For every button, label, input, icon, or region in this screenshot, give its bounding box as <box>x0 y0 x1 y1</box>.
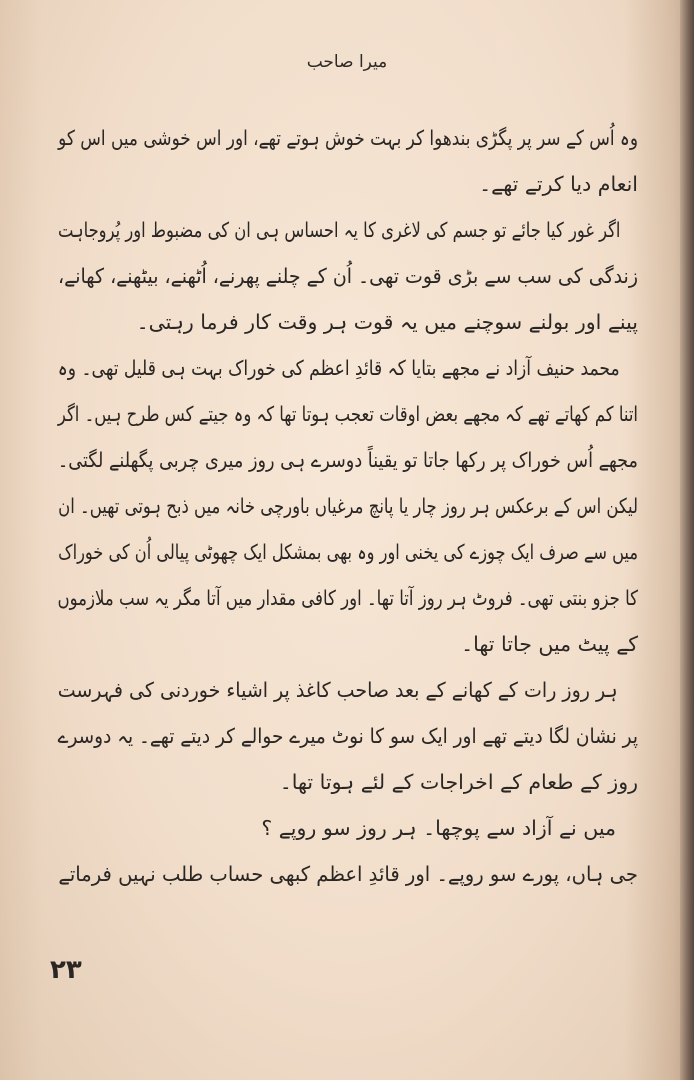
book-spine-shadow <box>680 0 694 1080</box>
text-line-11: کا جزو بنتی تھی۔ فروٹ ہر روز آتا تھا۔ اور کافی مقدار میں آتا مگر یہ سب ملازموں <box>57 586 639 610</box>
running-header: میرا صاحب <box>306 52 388 72</box>
text-line-10: میں سے صرف ایک چوزے کی یخنی اور وہ بھی بمشکل ایک چھوٹی پیالی اُن کی خوراک <box>58 540 638 564</box>
page-number: ۲۳ <box>50 955 82 985</box>
text-line-1: وہ اُس کے سر پر پگڑی بندھوا کر بہت خوش ہوتے تھے، اور اس خوشی میں اس کو <box>58 126 638 150</box>
text-line-9: لیکن اس کے برعکس ہر روز چار یا پانچ مرغیاں باورچی خانہ میں ذبح ہوتی تھیں۔ ان <box>58 494 638 518</box>
text-line-7: اتنا کم کھاتے تھے کہ مجھے بعض اوقات تعجب ہوتا تھا کہ وہ جیتے کس طرح ہیں۔ اگر <box>57 402 639 426</box>
text-line-4: زندگی کی سب سے بڑی قوت تھی۔ اُن کے چلنے پھرنے، اُٹھنے، بیٹھنے، کھانے، <box>57 264 639 288</box>
text-line-8: مجھے اُس خوراک پر رکھا جاتا تو یقیناً دوسرے ہی روز میری چربی پگھلنے لگتی۔ <box>57 448 638 472</box>
text-line-16: میں نے آزاد سے پوچھا۔ ہر روز سو روپے ؟ <box>261 816 616 840</box>
text-line-13: ہر روز رات کے کھانے کے بعد صاحب کاغذ پر اشیاء خوردنی کی فہرست <box>57 678 618 702</box>
text-line-6: محمد حنیف آزاد نے مجھے بتایا کہ قائدِ اعظم کی خوراک بہت ہی قلیل تھی۔ وہ <box>57 356 620 380</box>
text-line-14: پر نشان لگا دیتے تھے اور ایک سو کا نوٹ میرے حوالے کر دیتے تھے۔ یہ دوسرے <box>57 724 639 748</box>
text-line-5: پینے اور بولنے سوچنے میں یہ قوت ہر وقت کار فرما رہتی۔ <box>136 310 638 334</box>
text-line-17: جی ہاں، پورے سو روپے۔ اور قائدِ اعظم کبھی حساب طلب نہیں فرماتے <box>58 862 638 886</box>
text-line-12: کے پیٹ میں جاتا تھا۔ <box>461 632 638 656</box>
text-line-2: انعام دیا کرتے تھے۔ <box>479 172 638 196</box>
text-line-15: روز کے طعام کے اخراجات کے لئے ہوتا تھا۔ <box>279 770 638 794</box>
page-body <box>58 128 638 910</box>
text-line-3: اگر غور کیا جائے تو جسم کی لاغری کا یہ احساس ہی ان کی مضبوط اور پُروجاہت <box>57 218 621 242</box>
